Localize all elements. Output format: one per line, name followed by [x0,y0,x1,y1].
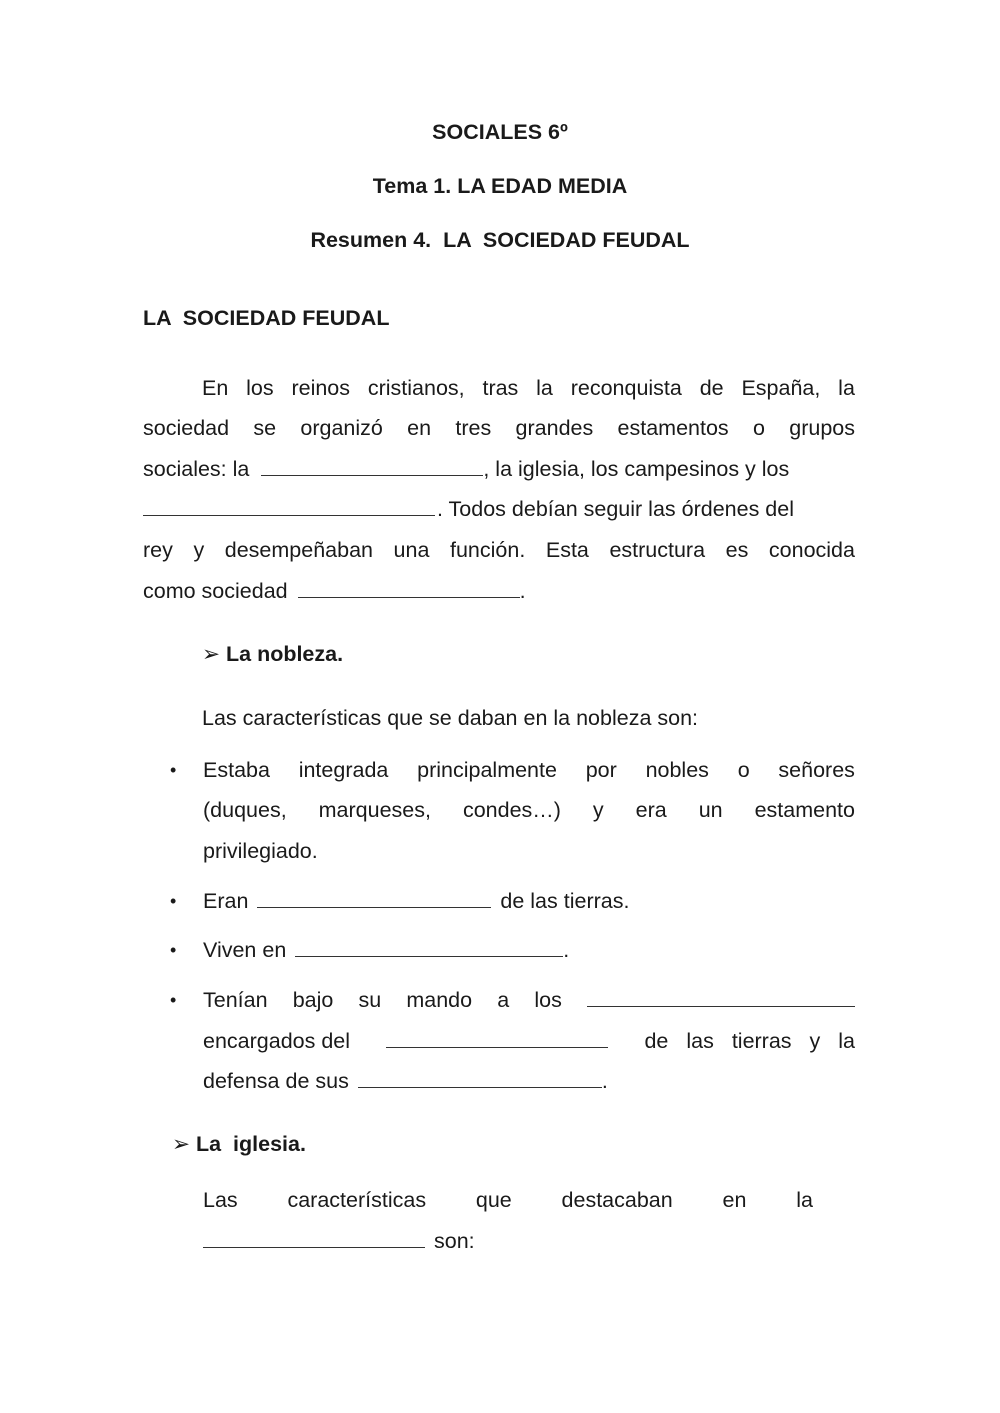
intro-line-5: rey y desempeñaban una función. Esta estructura es conocida [143,538,855,562]
iglesia-heading: ➢ La iglesia. [172,1132,306,1156]
summary-title: Resumen 4. LA SOCIEDAD FEUDAL [310,228,690,252]
arrow-bullet-icon: ➢ [202,642,221,666]
nobleza-b4-line-3: defensa de sus . [203,1069,608,1093]
iglesia-line-2: son: [203,1227,855,1255]
intro-line-2: sociedad se organizó en tres grandes estamentos o grupos [143,416,855,440]
nobleza-b1-line-3: privilegiado. [203,839,318,863]
bullet-icon: • [170,891,177,911]
nobleza-heading: ➢ La nobleza. [202,642,344,666]
topic-title: Tema 1. LA EDAD MEDIA [372,174,628,198]
nobleza-b1-line-2: (duques, marqueses, condes…) y era un estamento [203,798,855,822]
section-title: LA SOCIEDAD FEUDAL [143,306,390,330]
nobleza-b3: Viven en . [203,938,570,962]
blank-input[interactable] [295,936,563,957]
arrow-bullet-icon: ➢ [172,1132,191,1156]
intro-line-1: En los reinos cristianos, tras la reconquista de España, la [202,376,855,400]
blank-input[interactable] [298,577,520,598]
intro-line-6: como sociedad . [143,579,526,603]
nobleza-b4-line-2: encargados del de las tierras y la [203,1029,855,1053]
nobleza-b2: Eran de las tierras. [203,889,630,913]
blank-input[interactable] [203,1227,425,1248]
nobleza-lead: Las características que se daban en la nobleza son: [202,706,699,730]
bullet-icon: • [170,940,177,960]
bullet-icon: • [170,760,177,780]
iglesia-lead: Las características que destacaban en la [203,1188,813,1212]
bullet-icon: • [170,990,177,1010]
nobleza-b1-line-1: Estaba integrada principalmente por nobles o señores [203,758,855,782]
blank-input[interactable] [358,1067,602,1088]
blank-input[interactable] [143,495,435,516]
blank-input[interactable] [261,455,483,476]
blank-input[interactable] [386,1027,608,1048]
blank-input[interactable] [257,887,491,908]
intro-line-4: . Todos debían seguir las órdenes del [143,495,855,523]
nobleza-b4-line-1: Tenían bajo su mando a los [203,986,855,1014]
intro-line-3: sociales: la , la iglesia, los campesinos y los [143,457,790,481]
blank-input[interactable] [587,986,855,1007]
course-title: SOCIALES 6º [432,120,568,144]
